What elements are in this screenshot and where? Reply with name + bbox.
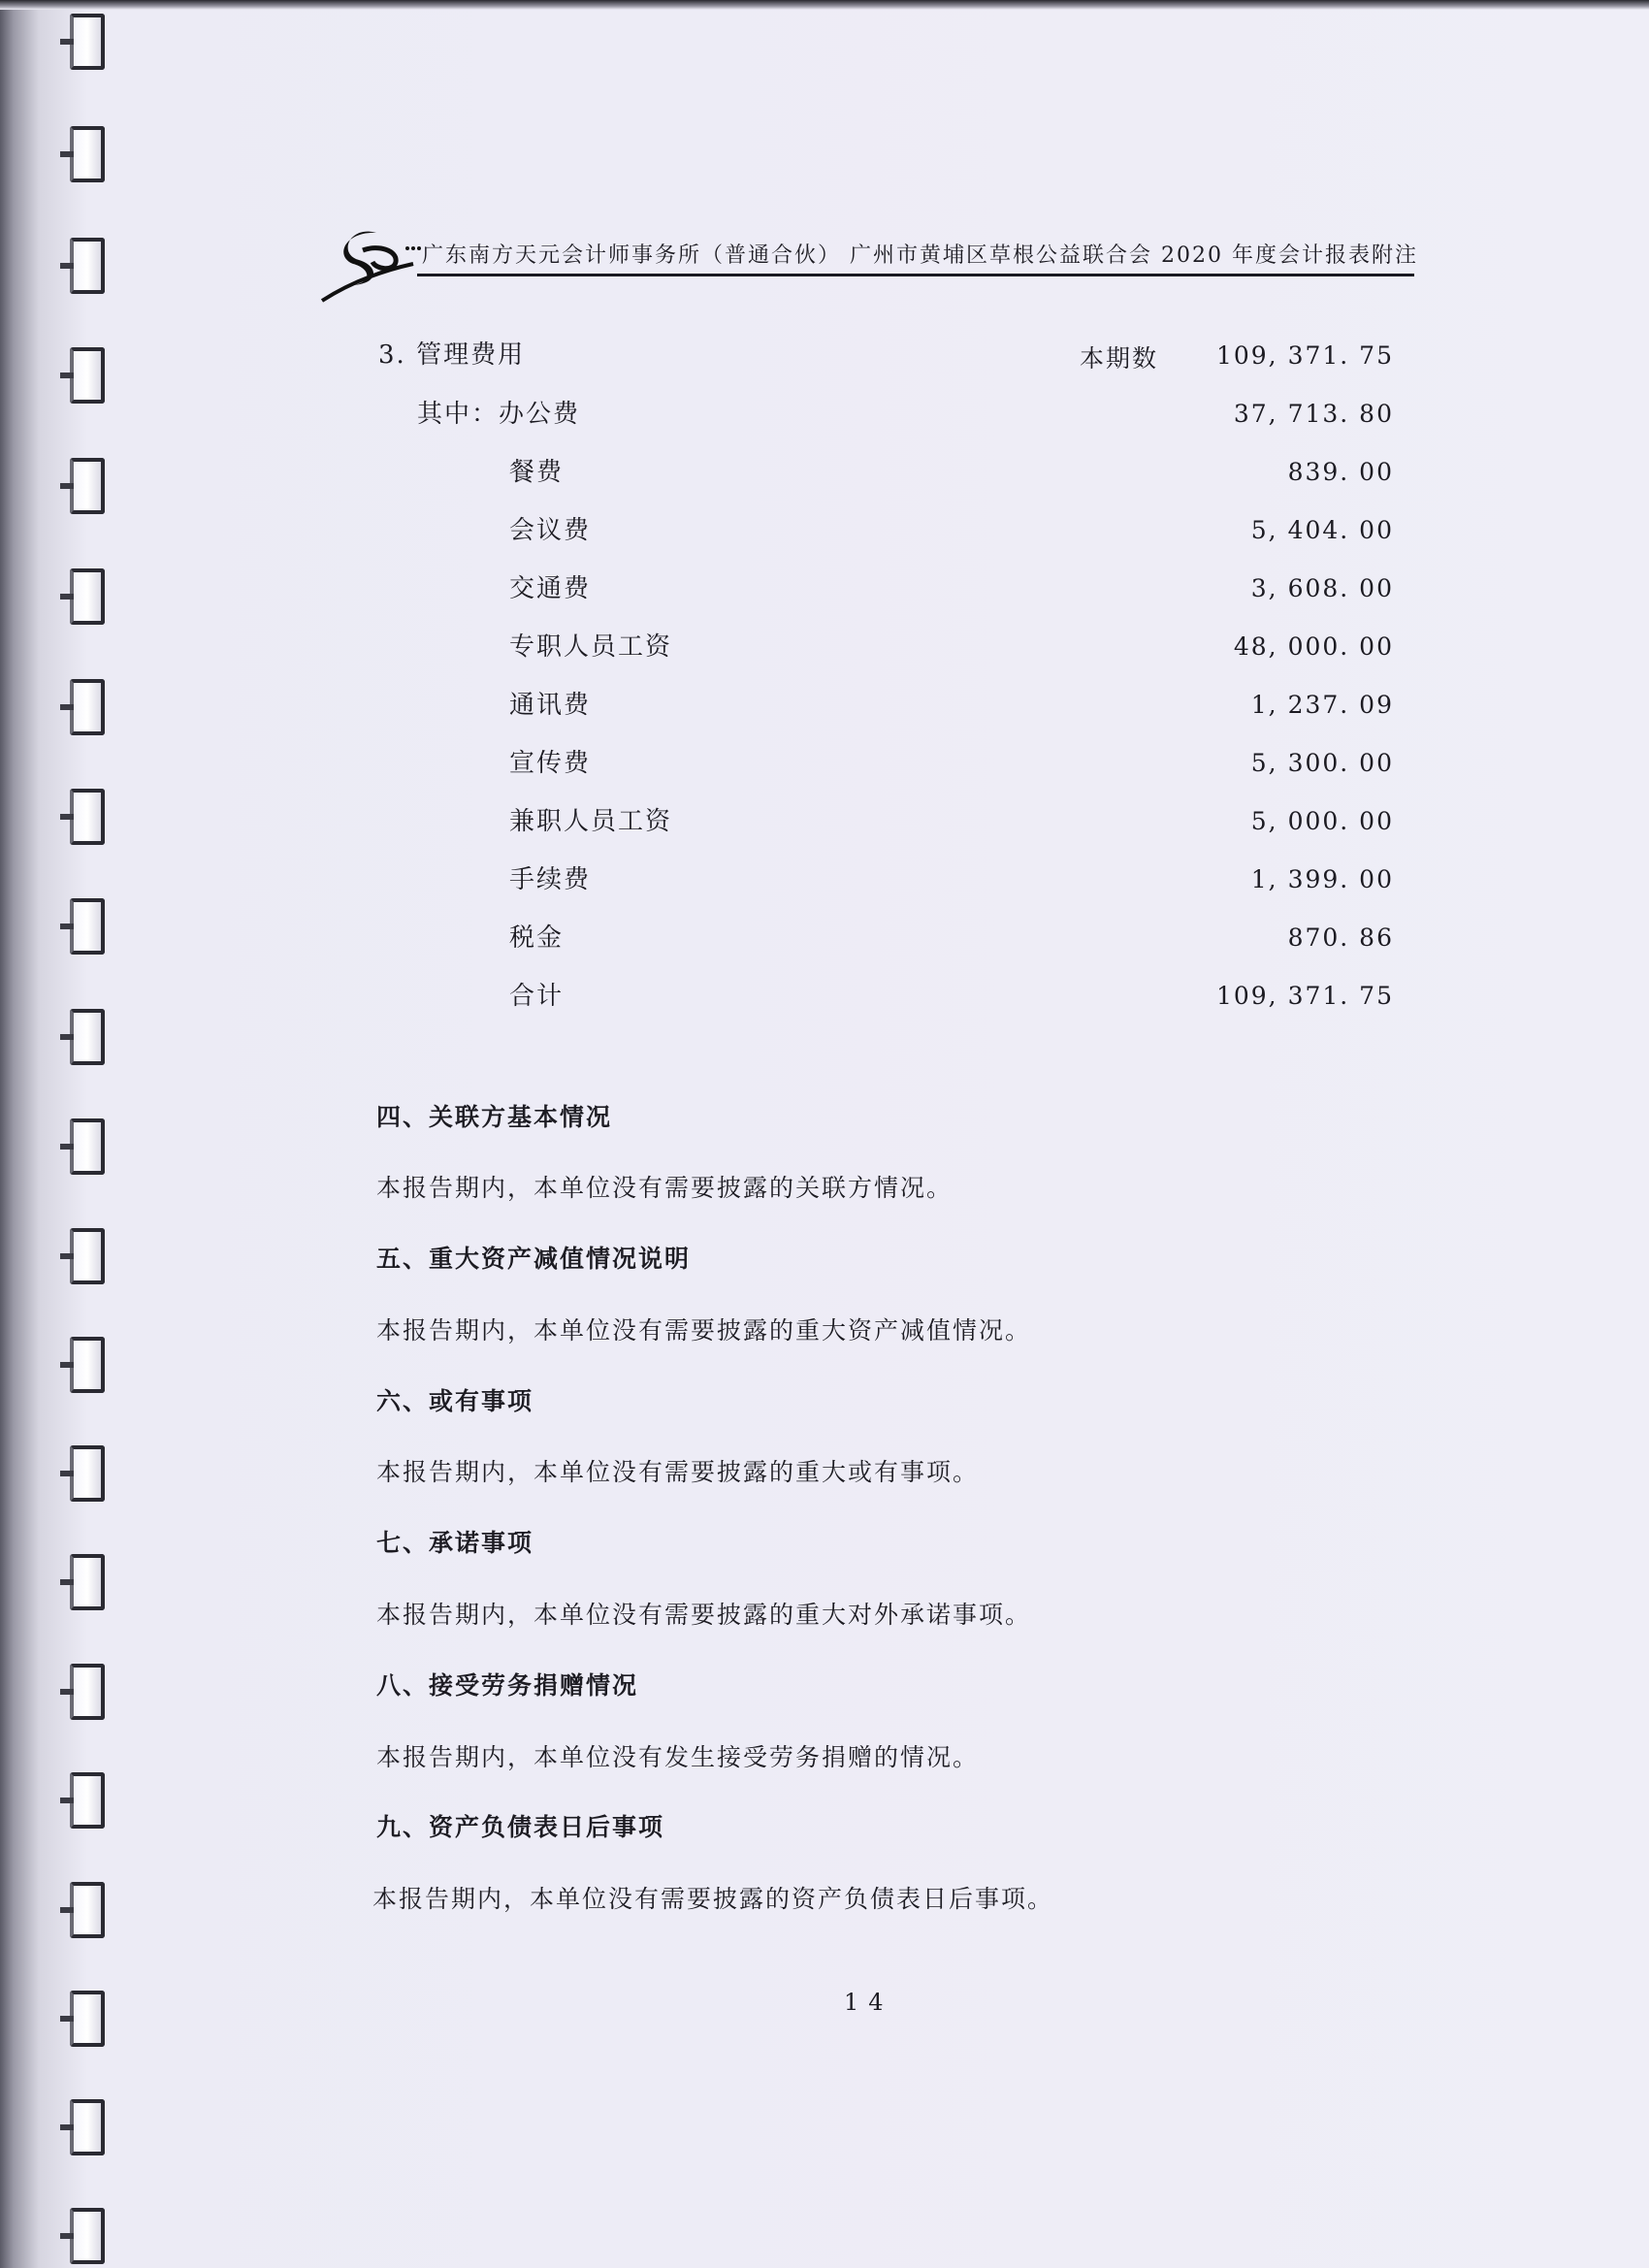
fee-item-label: 通讯费 xyxy=(509,691,592,720)
section-text: 本报告期内，本单位没有需要披露的资产负债表日后事项。 xyxy=(372,1885,1054,1913)
binding-ring xyxy=(70,2208,105,2264)
header-title: 广东南方天元会计师事务所（普通合伙） 广州市黄埔区草根公益联合会 2020 年度会计报表附注 xyxy=(422,243,1418,268)
fee-item-label: 交通费 xyxy=(509,574,592,603)
section-text: 本报告期内，本单位没有发生接受劳务捐赠的情况。 xyxy=(376,1743,980,1771)
binding-ring xyxy=(70,1664,105,1720)
binding-ring xyxy=(70,1445,105,1502)
fee-total-value: 109, 371. 75 xyxy=(1215,982,1394,1010)
binding-ring xyxy=(70,2099,105,2155)
page-number: 14 xyxy=(844,1989,893,2016)
management-fee-table xyxy=(0,0,1649,1067)
fee-item-label: 餐费 xyxy=(509,458,565,487)
fee-item-label: 税金 xyxy=(509,923,565,953)
section-heading: 九、资产负债表日后事项 xyxy=(376,1813,665,1841)
section-text: 本报告期内，本单位没有需要披露的重大资产减值情况。 xyxy=(376,1316,1032,1345)
fee-total-amount: 109, 371. 75 xyxy=(1215,341,1394,370)
fee-item-amount: 839. 00 xyxy=(1287,458,1394,486)
section-heading: 七、承诺事项 xyxy=(376,1529,534,1557)
binding-ring xyxy=(70,1337,105,1393)
section-heading: 四、关联方基本情况 xyxy=(376,1103,613,1131)
fee-item-label: 宣传费 xyxy=(509,749,592,778)
fee-item-label: 其中：办公费 xyxy=(417,400,581,429)
fee-item-label: 兼职人员工资 xyxy=(509,807,673,836)
section-heading: 六、或有事项 xyxy=(376,1387,534,1415)
fee-item-label: 专职人员工资 xyxy=(509,632,673,662)
section-text: 本报告期内，本单位没有需要披露的重大对外承诺事项。 xyxy=(376,1601,1032,1629)
fee-item-label: 手续费 xyxy=(509,865,592,894)
binding-ring xyxy=(70,1554,105,1610)
binding-ring xyxy=(70,1772,105,1829)
binding-ring xyxy=(70,1882,105,1938)
fee-item-amount: 5, 300. 00 xyxy=(1250,749,1394,777)
binding-ring xyxy=(70,1118,105,1175)
fee-section-title: 3. 管理费用 xyxy=(378,340,526,370)
section-text: 本报告期内，本单位没有需要披露的重大或有事项。 xyxy=(376,1458,980,1486)
fee-item-amount: 1, 237. 09 xyxy=(1250,691,1394,719)
section-heading: 八、接受劳务捐赠情况 xyxy=(376,1671,639,1700)
section-heading: 五、重大资产减值情况说明 xyxy=(376,1245,692,1273)
fee-item-amount: 3, 608. 00 xyxy=(1250,574,1394,602)
fee-item-amount: 1, 399. 00 xyxy=(1250,865,1394,893)
fee-total-label: 合计 xyxy=(509,982,565,1011)
fee-item-label: 会议费 xyxy=(509,516,592,545)
fee-item-amount: 870. 86 xyxy=(1287,923,1394,952)
fee-item-amount: 5, 404. 00 xyxy=(1250,516,1394,544)
fee-item-amount: 5, 000. 00 xyxy=(1250,807,1394,835)
binding-ring xyxy=(70,1228,105,1284)
binding-ring xyxy=(70,1991,105,2047)
fee-item-amount: 48, 000. 00 xyxy=(1233,632,1394,661)
section-text: 本报告期内，本单位没有需要披露的关联方情况。 xyxy=(376,1174,954,1202)
period-column-label: 本期数 xyxy=(1080,344,1159,373)
fee-item-amount: 37, 713. 80 xyxy=(1233,400,1394,428)
